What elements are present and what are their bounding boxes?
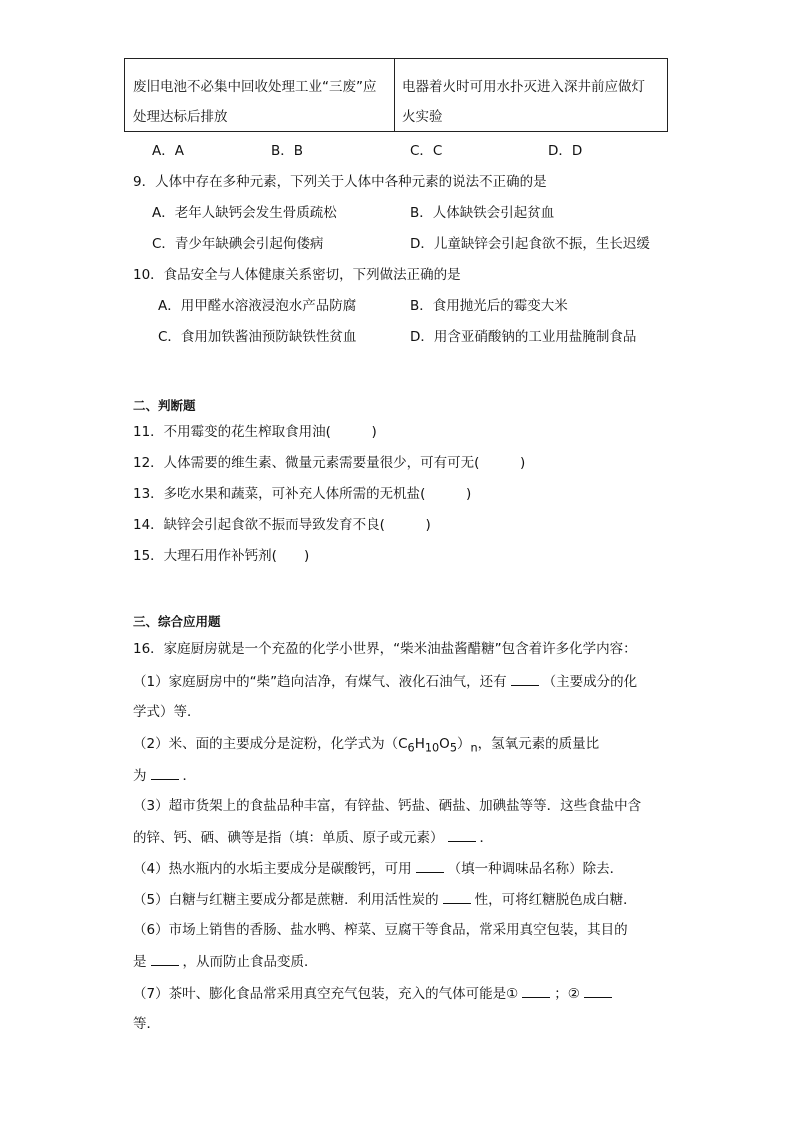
q15: 15．大理石用作补钙剂( ) xyxy=(133,548,310,564)
q11: 11．不用霉变的花生榨取食用油( ) xyxy=(133,424,377,440)
table-left-line1: 废旧电池不必集中回收处理工业“三废”应 xyxy=(133,79,377,95)
table-left-line2: 处理达标后排放 xyxy=(133,109,228,125)
options-table xyxy=(124,58,668,132)
q16-part2-line1: （2）米、面的主要成分是淀粉，化学式为$(C_6H_{10}O_5)_n$，氢氧元素的质量比 xyxy=(133,736,600,755)
q16-part5: （5）白糖与红糖主要成分都是蔗糖．利用活性炭的 性，可将红糖脱色成白糖． xyxy=(133,892,637,908)
q10-option-c: C．食用加铁酱油预防缺铁性贫血 xyxy=(158,329,357,345)
q14: 14．缺锌会引起食欲不振而导致发育不良( ) xyxy=(133,517,431,533)
q13: 13．多吃水果和蔬菜，可补充人体所需的无机盐( ) xyxy=(133,486,472,502)
answer-blank[interactable] xyxy=(448,829,476,842)
q12: 12．人体需要的维生素、微量元素需要量很少，可有可无( ) xyxy=(133,455,526,471)
q16-part6-line2: 是 ，从而防止食品变质． xyxy=(133,954,318,970)
q10-option-b: B．食用抛光后的霉变大米 xyxy=(410,298,568,314)
q16-part3-line2: 的锌、钙、硒、碘等是指（填：单质、原子或元素） ． xyxy=(133,830,493,846)
table-divider xyxy=(394,59,395,131)
answer-blank[interactable] xyxy=(151,767,179,780)
q9-option-d: D．儿童缺锌会引起食欲不振，生长迟缓 xyxy=(410,236,650,252)
q16-part7-line1: （7）茶叶、膨化食品常采用真空充气包装，充入的气体可能是① ；② xyxy=(133,985,616,1002)
table-right-line1: 电器着火时可用水扑灭进入深井前应做灯 xyxy=(402,79,645,95)
answer-blank[interactable] xyxy=(151,953,179,966)
table-right-line2: 火实验 xyxy=(402,109,443,125)
q16-part3-line1: （3）超市货架上的食盐品种丰富，有锌盐、钙盐、硒盐、加碘盐等等．这些食盐中含 xyxy=(133,798,642,814)
q16-part6-line1: （6）市场上销售的香肠、盐水鸭、榨菜、豆腐干等食品，常采用真空包装，其目的 xyxy=(133,922,628,938)
q8-option-c: C．C xyxy=(410,143,443,159)
q9-option-b: B．人体缺铁会引起贫血 xyxy=(410,205,555,221)
q10-option-d: D．用含亚硝酸钠的工业用盐腌制食品 xyxy=(410,329,637,345)
q10-stem: 10．食品安全与人体健康关系密切，下列做法正确的是 xyxy=(133,267,461,283)
q8-option-d: D．D xyxy=(548,143,583,159)
answer-blank[interactable] xyxy=(511,673,539,686)
q16-stem: 16．家庭厨房就是一个充盈的化学小世界，“柴米油盐酱醋糖”包含着许多化学内容： xyxy=(133,641,637,657)
q16-part1-line2: 学式）等． xyxy=(133,704,201,720)
q9-option-a: A．老年人缺钙会发生骨质疏松 xyxy=(152,205,337,221)
answer-blank[interactable] xyxy=(443,891,471,904)
answer-blank[interactable] xyxy=(522,985,550,998)
q10-option-a: A．用甲醛水溶液浸泡水产品防腐 xyxy=(158,298,357,314)
q8-option-a: A．A xyxy=(152,143,184,159)
q9-option-c: C．青少年缺碘会引起佝偻病 xyxy=(152,236,324,252)
section3-title: 三、综合应用题 xyxy=(133,614,221,629)
section2-title: 二、判断题 xyxy=(133,398,196,413)
answer-blank[interactable] xyxy=(584,985,612,998)
q8-option-b: B．B xyxy=(271,143,304,159)
q16-part1-line1: （1）家庭厨房中的“柴”趋向洁净，有煤气、液化石油气，还有 （主要成分的化 xyxy=(133,674,638,690)
q16-part2-line2: 为 ． xyxy=(133,768,196,784)
q9-stem: 9．人体中存在多种元素，下列关于人体中各种元素的说法不正确的是 xyxy=(133,174,547,190)
q16-part7-line2: 等． xyxy=(133,1016,160,1032)
q16-part4: （4）热水瓶内的水垢主要成分是碳酸钙，可用 （填一种调味品名称）除去． xyxy=(133,861,624,877)
answer-blank[interactable] xyxy=(416,860,444,873)
